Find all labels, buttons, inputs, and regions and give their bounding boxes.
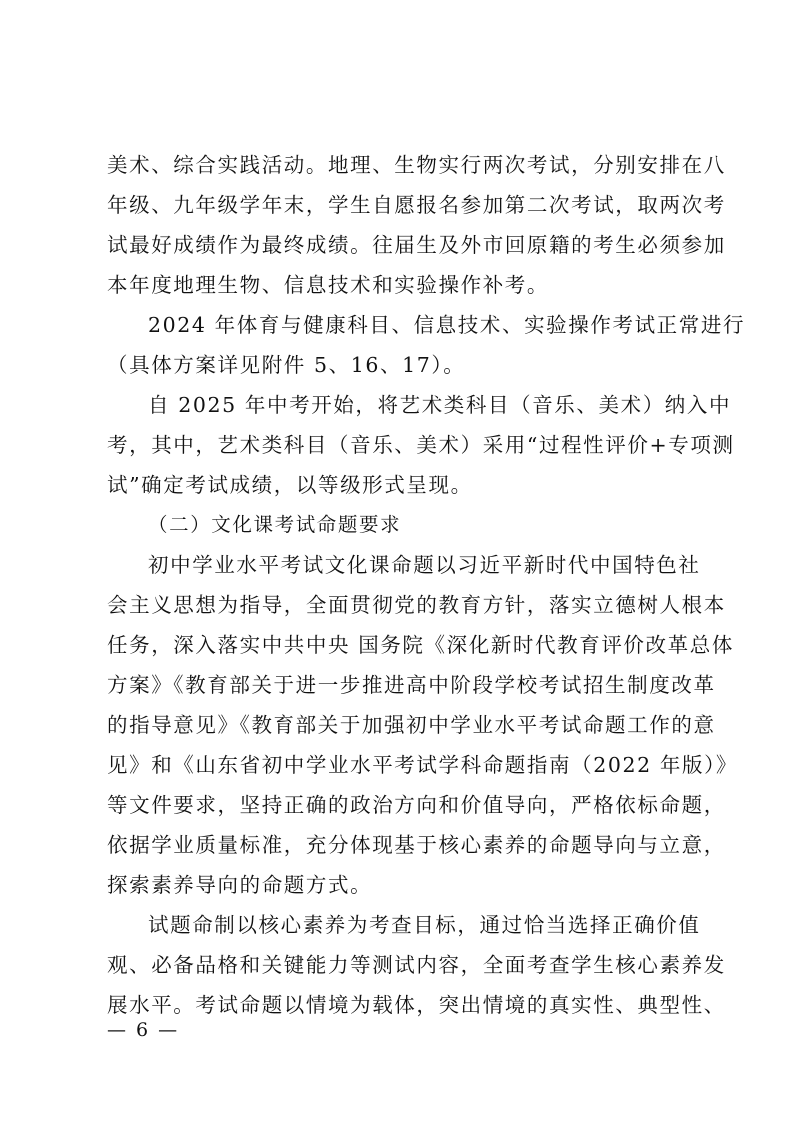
body-text-line: 试题命制以核心素养为考查目标，通过恰当选择正确价值 [148,913,701,937]
body-text-line: 依据学业质量标准，充分体现基于核心素养的命题导向与立意， [107,833,726,857]
body-text-line: 展水平。考试命题以情境为载体，突出情境的真实性、典型性、 [107,993,726,1017]
body-text-line: 试”确定考试成绩，以等级形式呈现。 [107,473,473,497]
body-text-line: 观、必备品格和关键能力等测试内容，全面考查学生核心素养发 [107,953,726,977]
body-text-line: 等文件要求，坚持正确的政治方向和价值导向，严格依标命题， [107,793,726,817]
body-text-line: 会主义思想为指导，全面贯彻党的教育方针，落实立德树人根本 [107,593,726,617]
body-text-line: （具体方案详见附件 5、16、17）。 [107,353,466,377]
body-text-line: 美术、综合实践活动。地理、生物实行两次考试，分别安排在八 [107,153,726,177]
body-text-line: 年级、九年级学年末，学生自愿报名参加第二次考试，取两次考 [107,193,726,217]
page-number: — 6 — [107,1019,180,1041]
body-text-line: 试最好成绩作为最终成绩。往届生及外市回原籍的考生必须参加 [107,233,726,257]
body-text-line: 初中学业水平考试文化课命题以习近平新时代中国特色社 [148,553,701,577]
body-text-line: 的指导意见》《教育部关于加强初中学业水平考试命题工作的意 [107,713,716,737]
body-text-line: 考，其中，艺术类科目（音乐、美术）采用“过程性评价+专项测 [107,433,735,457]
body-text-line: 任务，深入落实中共中央 国务院《深化新时代教育评价改革总体 [107,633,734,657]
body-text-line: 探索素养导向的命题方式。 [107,873,373,897]
body-text-line: 2024 年体育与健康科目、信息技术、实验操作考试正常进行 [148,313,746,337]
body-text-line: 本年度地理生物、信息技术和实验操作补考。 [107,273,549,297]
section-heading: （二）文化课考试命题要求 [148,513,402,536]
body-text-line: 方案》《教育部关于进一步推进高中阶段学校考试招生制度改革 [107,673,716,697]
body-text-line: 自 2025 年中考开始，将艺术类科目（音乐、美术）纳入中 [148,393,732,417]
body-text-line: 见》和《山东省初中学业水平考试学科命题指南（2022 年版）》 [107,753,739,777]
